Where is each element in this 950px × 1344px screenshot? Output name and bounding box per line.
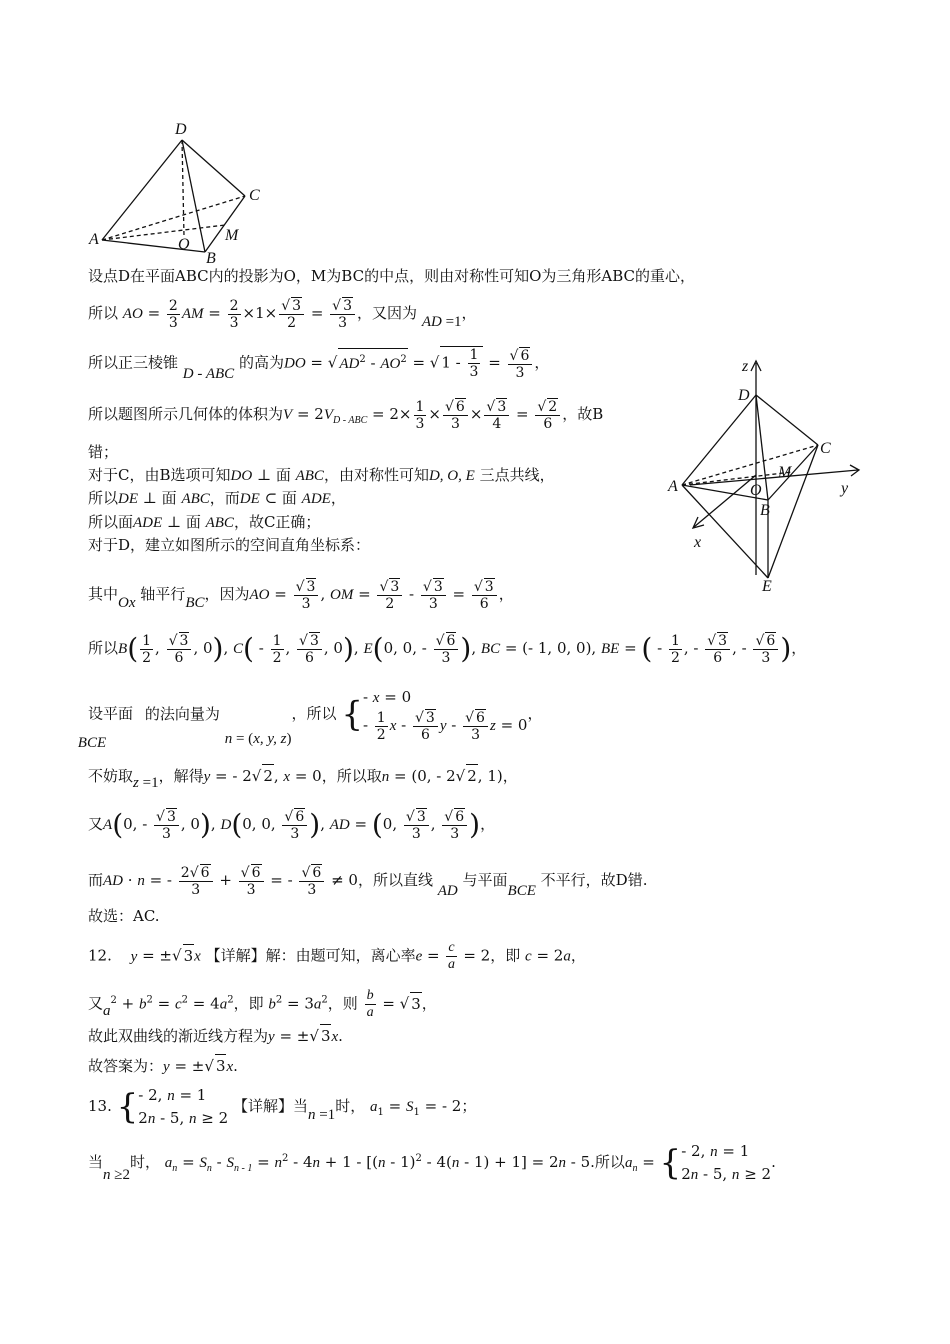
- pyramid-figure: [80, 118, 280, 268]
- text-line-13: 不妨取z =1，解得y = - 2√ 2, x = 0，所以取n = (0, - 2√ 2, 1)，: [88, 764, 518, 788]
- text-line-22: 当n ≥2时， $a_n = S_n - S_{n - 1} = n^2 - 4n + 1 - [(n - 1)^2 - 4(n - 1) + 1] = 2n - 5$.所以$a_n$ = {- 2, n = 1 2n - 5, n ≥ 2.: [88, 1142, 776, 1183]
- text-line-7: 所以DE ⊥ 面 ABC，而DE ⊂ 面 ADE，: [88, 489, 346, 507]
- text-line-9: 对于D，建立如图所示的空间直角坐标系：: [88, 536, 371, 554]
- text-line-6: 对于C，由B选项可知DO ⊥ 面 ABC，由对称性可知D, O, E 三点共线，: [88, 466, 555, 484]
- text-line-5: 错；: [88, 443, 119, 461]
- text-line-16: 故选：AC.: [88, 907, 160, 925]
- text-line-3: 所以正三棱锥 D - ABC 的高为DO = √ $AD^2 - AO^2$ = √ 1 - $\frac{1}{3}$ = $\frac{√ 6}{3}$ ，: [88, 347, 550, 382]
- text-line-15: 而AD · n = - $\frac{2√ 6}{3}$ + $\frac{√ 6}{3}$ = - $\frac{√ 6}{3}$ ≠ 0，所以直线 AD 与平面BCE 不平行，故D错.: [88, 865, 648, 899]
- fig1-label-m: M: [225, 227, 239, 244]
- text-line-21: 13. {- 2, n = 1 2n - 5, n ≥ 2 【详解】当n =1时， $a_1 = S_1$ = - 2；: [88, 1086, 477, 1127]
- fig2-label-a: A: [668, 478, 678, 495]
- text-line-17: 12. y = ±√ 3x 【详解】解：由题可知，离心率e = $\frac{c}{a}$ = 2，即 c = 2a，: [88, 940, 586, 972]
- text-line-19: 故此双曲线的渐近线方程为y = ±√ 3x.: [88, 1024, 343, 1048]
- fig1-label-c: C: [249, 187, 260, 204]
- text-line-1: 设点D在平面ABC内的投影为O，M为BC的中点，则由对称性可知O为三角形ABC的重心，: [88, 267, 695, 285]
- text-line-2: 所以 AO = $\frac{2}{3}$ AM = $\frac{2}{3}$ ×1× $\frac{√ 3}{2}$ = $\frac{√ 3}{3}$ ，又因为 AD =1，: [88, 297, 477, 331]
- fig2-label-z: z: [742, 358, 749, 375]
- fig2-label-x: x: [694, 534, 702, 551]
- coordinate-figure: [660, 355, 880, 595]
- fig2-label-e: E: [762, 578, 772, 595]
- text-line-8: 所以面ADE ⊥ 面 ABC，故C正确；: [88, 513, 321, 531]
- fig1-label-b: B: [206, 250, 216, 267]
- fig2-label-d: D: [738, 387, 750, 404]
- text-line-20: 故答案为：y = ±√ 3x.: [88, 1054, 238, 1078]
- text-line-18: 又$a^2 + b^2 = c^2 = 4a^2$，即 $b^2 = 3a^2$，则 $\frac{b}{a}$ = √ 3，: [88, 988, 437, 1020]
- fig2-label-o: O: [750, 482, 762, 499]
- fig2-label-y: y: [841, 480, 849, 497]
- fig1-label-a: A: [89, 231, 99, 248]
- text-line-11: 所以B( $\frac{1}{2}$ , $\frac{√ 3}{6}$ , 0), C( - $\frac{1}{2}$ , $\frac{√ 3}{6}$ , 0), E(0, 0, - $\frac{√ 6}{3}$ ), BC = (- 1, 0, 0), BE = ( - $\frac{1}{2}$ , - $\frac{√ 3}{6}$ , - $\frac{√ 6}{3}$ )，: [88, 632, 807, 666]
- text-line-10: 其中Ox 轴平行BC，因为AO = $\frac{√ 3}{3}$ , OM = $\frac{√ 3}{2}$ - $\frac{√ 3}{3}$ = $\frac{√ 3}{6}$ ，: [88, 579, 514, 612]
- text-line-12: 设平面 BCE 的法向量为 n = (x, y, z)，所以 {- x = 0 - $\frac{1}{2}$ x - $\frac{√ 3}{6}$ y - $\frac{√ 6}{3}$ z = 0，: [77, 688, 543, 751]
- text-line-14: 又A(0, - $\frac{√ 3}{3}$ , 0), D(0, 0, $\frac{√ 6}{3}$ ), AD = (0, $\frac{√ 3}{3}$ , $\frac{√ 6}{3}$ )，: [88, 808, 496, 842]
- fig1-label-d: D: [175, 121, 187, 138]
- fig2-label-c: C: [820, 440, 831, 457]
- text-line-4: 所以题图所示几何体的体积为$V = 2V_{D - ABC} = 2\times$ $\frac{1}{3}$ × $\frac{√ 6}{3}$ × $\frac{√ 3}{4}$ = $\frac{√ 2}{6}$ ，故B: [88, 398, 604, 432]
- fig2-label-m: M: [778, 464, 792, 481]
- fig1-label-o: O: [178, 236, 190, 253]
- fig2-label-b: B: [760, 502, 770, 519]
